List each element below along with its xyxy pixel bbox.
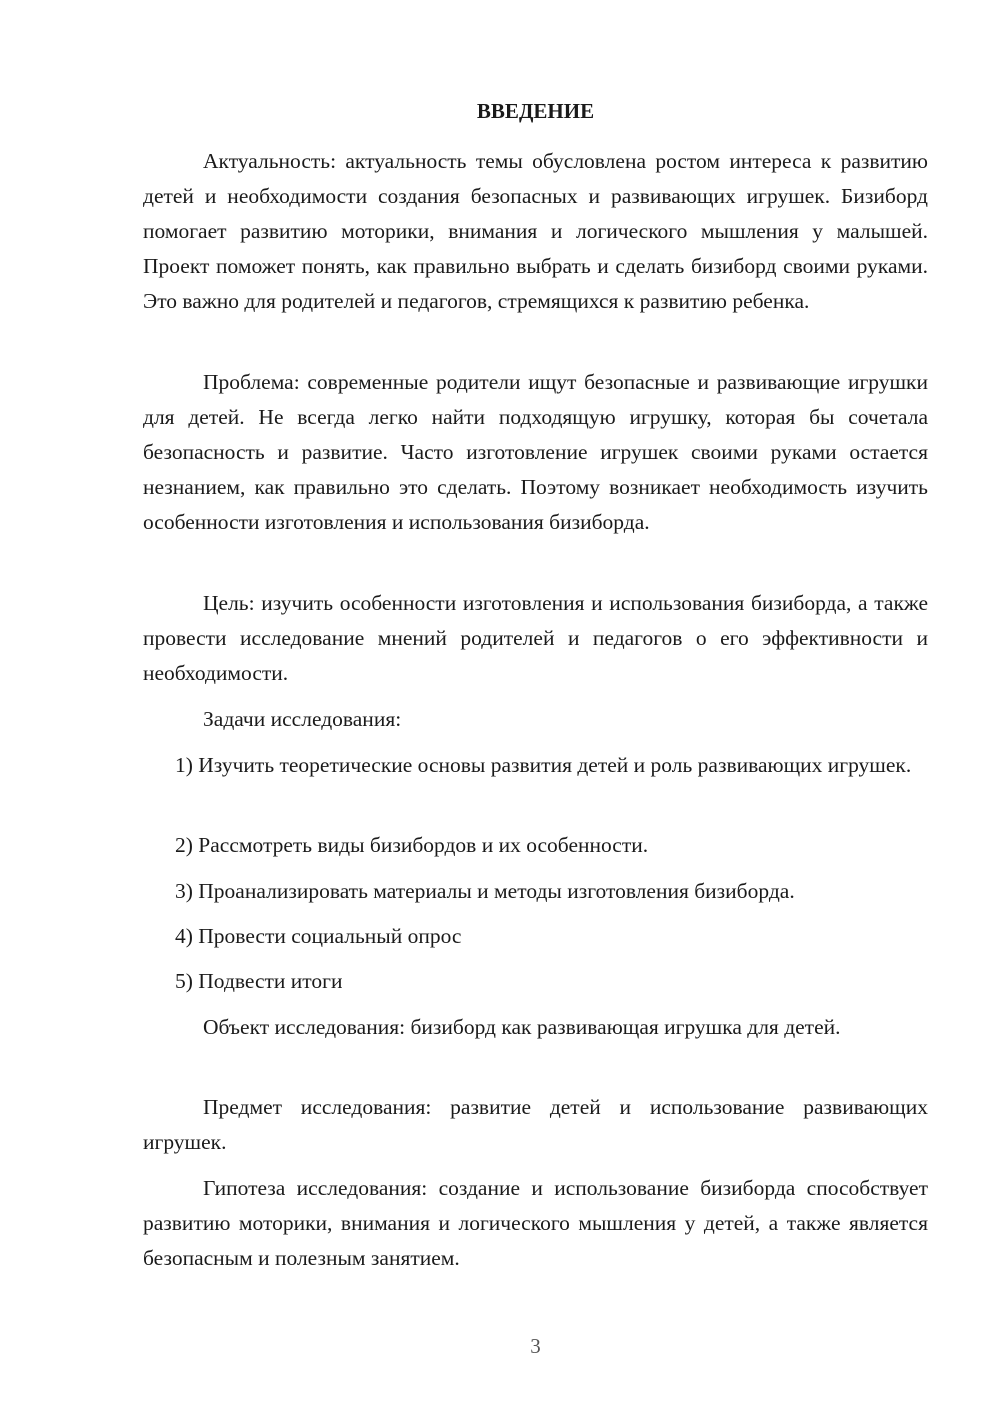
paragraph-object: Объект исследования: бизиборд как развивающая игрушка для детей. [203, 1015, 841, 1039]
list-item-task-4: 4) Провести социальный опрос [175, 924, 462, 948]
paragraph-problem: Проблема: современные родители ищут безопасные и развивающие игрушки для детей. Не всегда легко найти подходящую игрушку, которая бы сочетала безопасность и развитие. Часто изготовление игрушек своими руками остается незнанием, как правильно это сделать. Поэтому возникает необходимость изучить особенности изготовления и использования бизиборда. [143, 370, 928, 534]
page-number: 3 [530, 1334, 541, 1358]
page-title: ВВЕДЕНИЕ [476, 99, 595, 123]
tasks-title: Задачи исследования: [203, 707, 402, 731]
list-item-task-1: 1) Изучить теоретические основы развития детей и роль развивающих игрушек. [175, 753, 912, 777]
list-item-task-5: 5) Подвести итоги [175, 969, 343, 993]
paragraph-hypothesis: Гипотеза исследования: создание и использование бизиборда способствует развитию моторики, внимания и логического мышления у детей, а также является безопасным и полезным занятием. [143, 1176, 928, 1270]
list-item-task-3: 3) Проанализировать материалы и методы изготовления бизиборда. [175, 879, 795, 903]
paragraph-relevance: Актуальность: актуальность темы обусловлена ростом интереса к развитию детей и необходимости создания безопасных и развивающих игрушек. Бизиборд помогает развитию моторики, внимания и логического мышления у малышей. Проект поможет понять, как правильно выбрать и сделать бизиборд своими руками. Это важно для родителей и педагогов, стремящихся к развитию ребенка. [143, 149, 928, 313]
paragraph-subject: Предмет исследования: развитие детей и использование развивающих игрушек. [143, 1095, 928, 1154]
paragraph-goal: Цель: изучить особенности изготовления и использования бизиборда, а также провести исследование мнений родителей и педагогов о его эффективности и необходимости. [143, 591, 928, 685]
list-item-task-2: 2) Рассмотреть виды бизибордов и их особенности. [175, 833, 649, 857]
